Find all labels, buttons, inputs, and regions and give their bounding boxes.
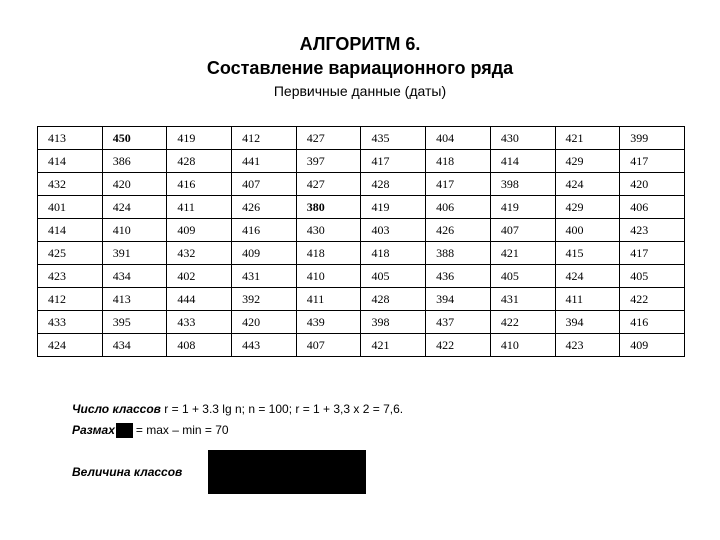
table-cell: 414 bbox=[490, 150, 555, 173]
table-cell: 395 bbox=[102, 311, 167, 334]
table-cell: 434 bbox=[102, 334, 167, 357]
table-cell: 398 bbox=[361, 311, 426, 334]
table-cell: 417 bbox=[620, 150, 685, 173]
table-cell: 416 bbox=[620, 311, 685, 334]
table-cell: 443 bbox=[232, 334, 297, 357]
table-cell: 410 bbox=[490, 334, 555, 357]
table-cell: 394 bbox=[555, 311, 620, 334]
table-row bbox=[38, 334, 685, 357]
table-cell: 421 bbox=[361, 334, 426, 357]
table-cell: 450 bbox=[102, 127, 167, 150]
table-cell: 427 bbox=[296, 173, 361, 196]
table-row bbox=[38, 173, 685, 196]
table-cell: 433 bbox=[38, 311, 103, 334]
table-cell: 406 bbox=[620, 196, 685, 219]
table-cell: 420 bbox=[232, 311, 297, 334]
table-cell: 417 bbox=[620, 242, 685, 265]
table-cell: 424 bbox=[555, 173, 620, 196]
table-cell: 434 bbox=[102, 265, 167, 288]
table-cell: 432 bbox=[167, 242, 232, 265]
table-cell: 436 bbox=[426, 265, 491, 288]
table-cell: 414 bbox=[38, 219, 103, 242]
table-cell: 411 bbox=[296, 288, 361, 311]
table-cell: 415 bbox=[555, 242, 620, 265]
table-cell: 417 bbox=[426, 173, 491, 196]
table-cell: 441 bbox=[232, 150, 297, 173]
table-cell: 420 bbox=[620, 173, 685, 196]
table-cell: 380 bbox=[296, 196, 361, 219]
table-cell: 418 bbox=[296, 242, 361, 265]
table-cell: 422 bbox=[620, 288, 685, 311]
table-cell: 410 bbox=[102, 219, 167, 242]
table-cell: 412 bbox=[38, 288, 103, 311]
table-row bbox=[38, 127, 685, 150]
page-subtitle-main: Составление вариационного ряда bbox=[206, 58, 514, 78]
table-cell: 413 bbox=[38, 127, 103, 150]
class-size-line bbox=[72, 465, 182, 479]
table-cell: 439 bbox=[296, 311, 361, 334]
table-cell: 423 bbox=[555, 334, 620, 357]
primary-data-table bbox=[37, 126, 685, 357]
classes-count-label: Число классов bbox=[72, 402, 161, 416]
table-cell: 422 bbox=[490, 311, 555, 334]
table-cell: 411 bbox=[167, 196, 232, 219]
table-cell: 405 bbox=[620, 265, 685, 288]
table-cell: 428 bbox=[361, 288, 426, 311]
table-cell: 435 bbox=[361, 127, 426, 150]
table-cell: 423 bbox=[620, 219, 685, 242]
table-cell: 424 bbox=[102, 196, 167, 219]
table-cell: 405 bbox=[490, 265, 555, 288]
table-cell: 397 bbox=[296, 150, 361, 173]
table-cell: 424 bbox=[555, 265, 620, 288]
table-cell: 437 bbox=[426, 311, 491, 334]
table-cell: 444 bbox=[167, 288, 232, 311]
table-cell: 426 bbox=[232, 196, 297, 219]
table-cell: 418 bbox=[426, 150, 491, 173]
classes-count-formula: r = 1 + 3.3 lg n; n = 100; r = 1 + 3,3 x 2 = 7,6. bbox=[164, 402, 404, 416]
table-cell: 412 bbox=[232, 127, 297, 150]
table-cell: 430 bbox=[296, 219, 361, 242]
table-cell: 391 bbox=[102, 242, 167, 265]
table-cell: 432 bbox=[38, 173, 103, 196]
table-cell: 407 bbox=[296, 334, 361, 357]
table-cell: 403 bbox=[361, 219, 426, 242]
table-cell: 425 bbox=[38, 242, 103, 265]
page-title: АЛГОРИТМ 6. bbox=[299, 34, 421, 54]
table-cell: 431 bbox=[490, 288, 555, 311]
table-cell: 419 bbox=[490, 196, 555, 219]
table-cell: 421 bbox=[490, 242, 555, 265]
table-cell: 416 bbox=[167, 173, 232, 196]
range-line bbox=[72, 423, 229, 438]
redaction-box-small bbox=[116, 423, 133, 438]
table-row bbox=[38, 242, 685, 265]
table-cell: 402 bbox=[167, 265, 232, 288]
table-cell: 409 bbox=[232, 242, 297, 265]
table-cell: 406 bbox=[426, 196, 491, 219]
table-cell: 423 bbox=[38, 265, 103, 288]
table-cell: 424 bbox=[38, 334, 103, 357]
class-size-label: Величина классов bbox=[72, 465, 183, 479]
table-cell: 409 bbox=[167, 219, 232, 242]
table-caption: Первичные данные (даты) bbox=[273, 83, 447, 99]
table-cell: 430 bbox=[490, 127, 555, 150]
table-cell: 426 bbox=[426, 219, 491, 242]
table-cell: 419 bbox=[361, 196, 426, 219]
table-cell: 411 bbox=[555, 288, 620, 311]
table-cell: 429 bbox=[555, 150, 620, 173]
table-cell: 392 bbox=[232, 288, 297, 311]
table-cell: 416 bbox=[232, 219, 297, 242]
table-cell: 431 bbox=[232, 265, 297, 288]
table-cell: 401 bbox=[38, 196, 103, 219]
table-cell: 394 bbox=[426, 288, 491, 311]
table-cell: 410 bbox=[296, 265, 361, 288]
table-cell: 413 bbox=[102, 288, 167, 311]
table-cell: 414 bbox=[38, 150, 103, 173]
table-cell: 407 bbox=[232, 173, 297, 196]
table-row bbox=[38, 196, 685, 219]
redaction-box-large bbox=[208, 450, 366, 494]
table-cell: 400 bbox=[555, 219, 620, 242]
table-cell: 408 bbox=[167, 334, 232, 357]
table-cell: 427 bbox=[296, 127, 361, 150]
range-label: Размах bbox=[72, 423, 115, 437]
table-cell: 398 bbox=[490, 173, 555, 196]
table-cell: 399 bbox=[620, 127, 685, 150]
table-cell: 405 bbox=[361, 265, 426, 288]
table-row bbox=[38, 311, 685, 334]
table-cell: 421 bbox=[555, 127, 620, 150]
table-row bbox=[38, 150, 685, 173]
table-cell: 422 bbox=[426, 334, 491, 357]
table-cell: 404 bbox=[426, 127, 491, 150]
table-row bbox=[38, 288, 685, 311]
table-cell: 419 bbox=[167, 127, 232, 150]
range-formula: = max – min = 70 bbox=[135, 423, 229, 437]
table-cell: 418 bbox=[361, 242, 426, 265]
table-cell: 433 bbox=[167, 311, 232, 334]
table-cell: 429 bbox=[555, 196, 620, 219]
table-row bbox=[38, 219, 685, 242]
table-cell: 417 bbox=[361, 150, 426, 173]
table-cell: 409 bbox=[620, 334, 685, 357]
table-cell: 386 bbox=[102, 150, 167, 173]
table-row bbox=[38, 265, 685, 288]
table-cell: 428 bbox=[167, 150, 232, 173]
table-cell: 388 bbox=[426, 242, 491, 265]
table-cell: 420 bbox=[102, 173, 167, 196]
classes-count-line bbox=[72, 402, 403, 416]
table-cell: 428 bbox=[361, 173, 426, 196]
table-cell: 407 bbox=[490, 219, 555, 242]
